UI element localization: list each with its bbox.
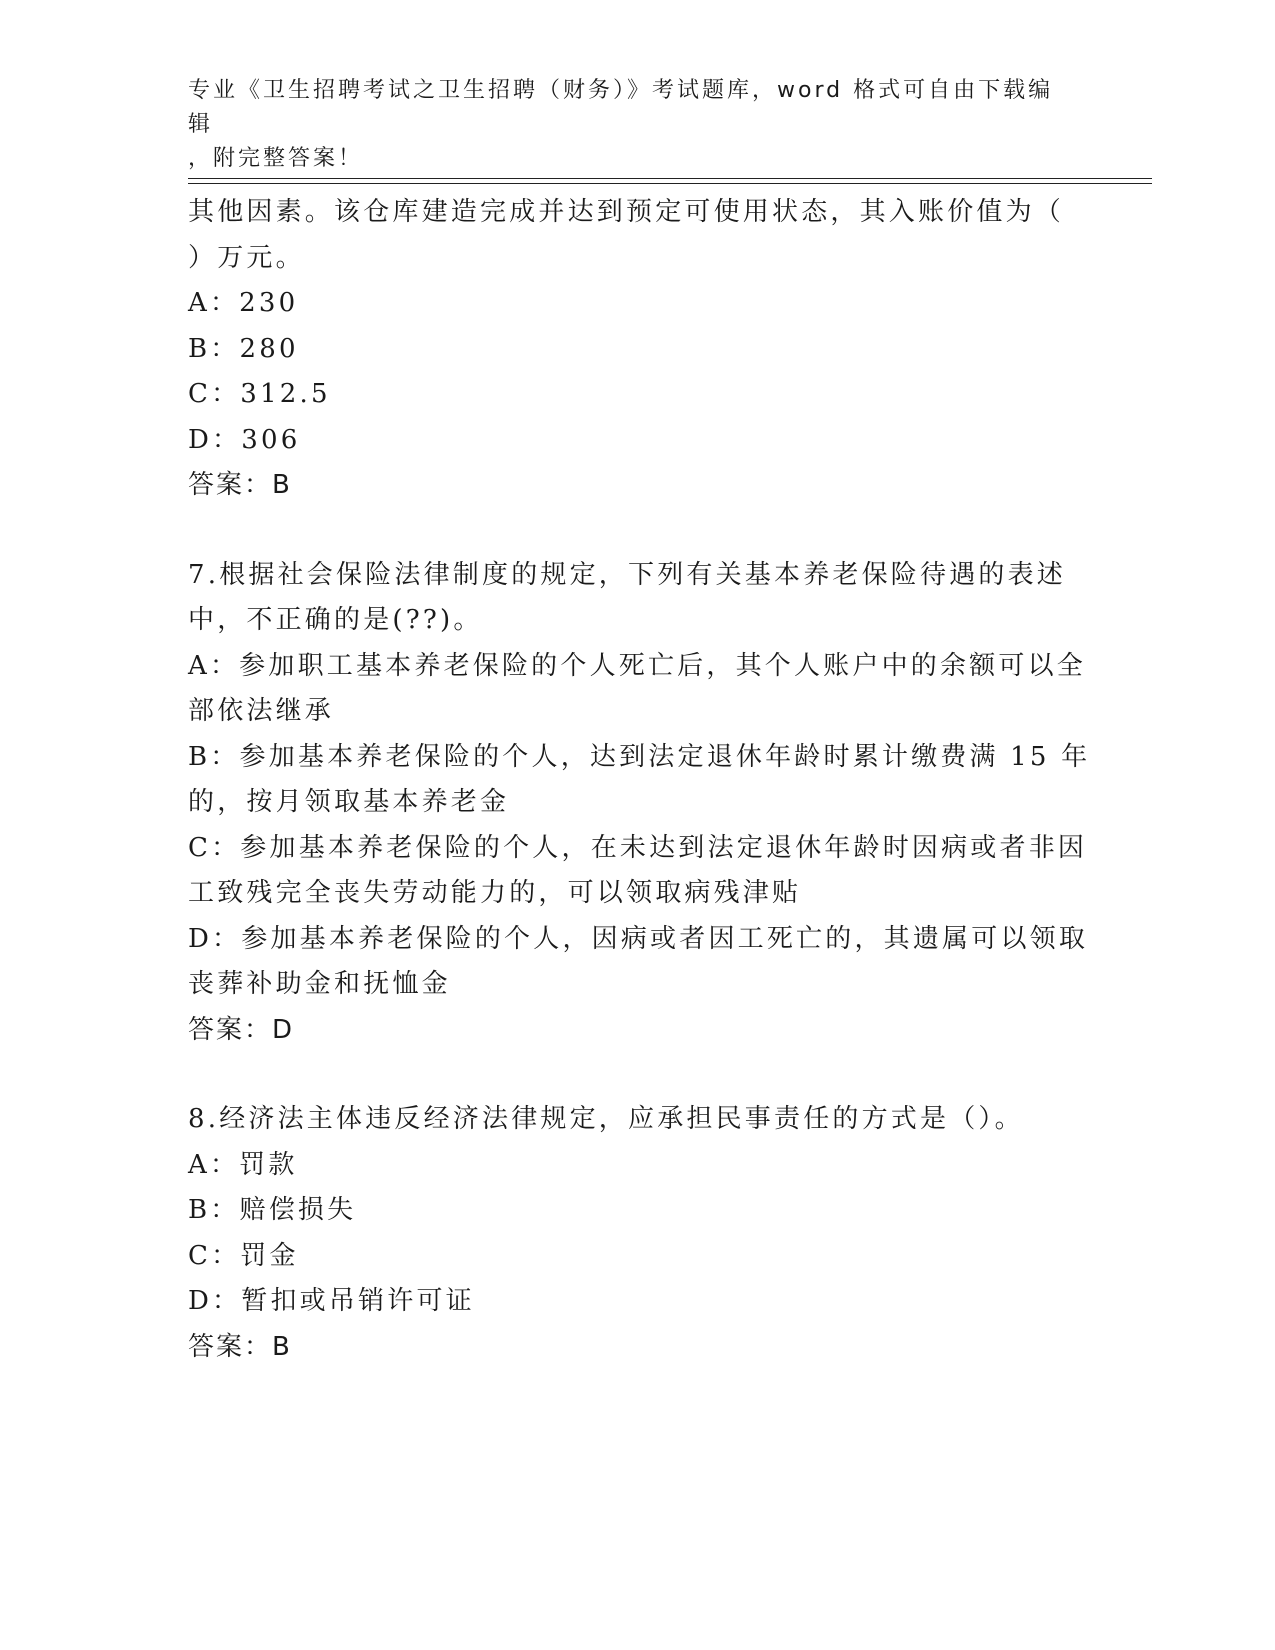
question-7-stem-line-1: 7.根据社会保险法律制度的规定，下列有关基本养老保险待遇的表述 — [188, 559, 1067, 590]
document-header — [188, 74, 1068, 176]
question-7-option-b-line-2: 的，按月领取基本养老金 — [188, 787, 510, 817]
question-8-block — [188, 1097, 1088, 1370]
question-6-option-b: B：280 — [188, 333, 299, 364]
question-7-option-c-line-1: C：参加基本养老保险的个人，在未达到法定退休年龄时因病或者非因 — [188, 832, 1088, 863]
question-7-answer: 答案：D — [188, 1014, 295, 1045]
question-8-option-a: A：罚款 — [188, 1149, 298, 1180]
spacer — [188, 1053, 1088, 1097]
question-6-option-d: D：306 — [188, 424, 301, 455]
question-8-stem: 8.经济法主体违反经济法律规定，应承担民事责任的方式是（）。 — [188, 1104, 1024, 1134]
question-7-option-d-line-1: D：参加基本养老保险的个人，因病或者因工死亡的，其遗属可以领取 — [188, 923, 1089, 954]
question-7-stem-line-2: 中，不正确的是(??)。 — [188, 605, 483, 635]
question-6-stem-line-2: ）万元。 — [188, 242, 305, 273]
question-7-option-b-line-1: B：参加基本养老保险的个人，达到法定退休年龄时累计缴费满 15 年 — [188, 741, 1091, 772]
question-6-option-a: A：230 — [188, 288, 299, 318]
question-7-option-d-line-2: 丧葬补助金和抚恤金 — [188, 969, 451, 999]
question-7-option-a-line-2: 部依法继承 — [188, 696, 335, 726]
question-content — [188, 190, 1091, 1370]
question-8-option-d: D：暂扣或吊销许可证 — [188, 1286, 475, 1316]
header-divider-bottom — [188, 183, 1152, 184]
question-7-option-a-line-1: A：参加职工基本养老保险的个人死亡后，其个人账户中的余额可以全 — [188, 650, 1086, 681]
question-8-answer: 答案：B — [188, 1331, 292, 1362]
header-divider-top — [188, 178, 1152, 179]
question-8-option-b: B：赔偿损失 — [188, 1195, 357, 1225]
question-7-block — [188, 553, 1091, 1054]
question-6-block — [188, 190, 1088, 509]
question-6-option-c: C：312.5 — [188, 379, 331, 409]
header-line-2: ，附完整答案！ — [188, 146, 364, 171]
question-8-option-c: C：罚金 — [188, 1240, 299, 1271]
question-7-option-c-line-2: 工致残完全丧失劳动能力的，可以领取病残津贴 — [188, 878, 802, 908]
header-line-1: 专业《卫生招聘考试之卫生招聘（财务）》考试题库，word 格式可自由下载编辑 — [188, 78, 1054, 137]
question-6-answer: 答案：B — [188, 470, 292, 500]
spacer — [188, 509, 1088, 553]
question-6-stem-line-1: 其他因素。该仓库建造完成并达到预定可使用状态，其入账价值为（ — [188, 197, 1065, 227]
